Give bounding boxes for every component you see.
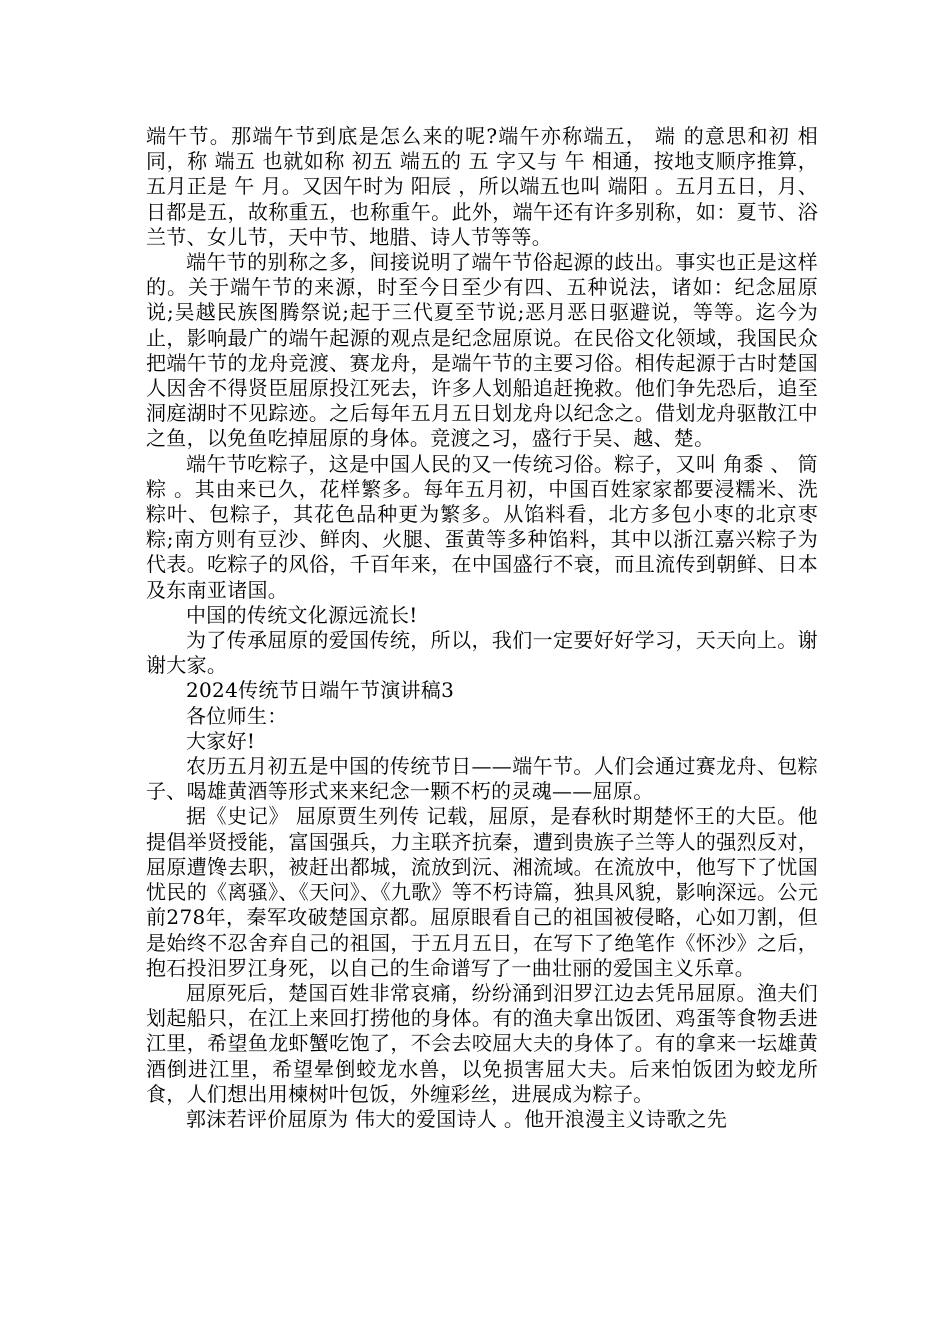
paragraph-after-death: 屈原死后，楚国百姓非常哀痛，纷纷涌到汨罗江边去凭吊屈原。渔夫们划起船只，在江上来回打捞他的身体。有的渔夫拿出饭团、鸡蛋等食物丢进江里，希望鱼龙虾蟹吃饱了，不会去咬屈大夫的身体了。有的拿来一坛雄黄酒倒进江里，希望晕倒蛟龙水兽，以免损害屈大夫。后来怕饭团为蛟龙所食，人们想出用楝树叶包饭，外缠彩丝，进展成为粽子。 [146, 980, 818, 1106]
paragraph-festival-intro: 农历五月初五是中国的传统节日——端午节。人们会通过赛龙舟、包粽子、喝雄黄酒等形式来来纪念一颗不朽的灵魂——屈原。 [146, 754, 818, 804]
salutation: 各位师生： [186, 703, 288, 728]
paragraph-closing-thanks: 为了传承屈原的爱国传统，所以，我们一定要好好学习，天天向上。谢谢大家。 [146, 628, 818, 678]
speech-title: 2024传统节日端午节演讲稿3 [186, 678, 455, 703]
paragraph-origin-theories: 端午节的别称之多，间接说明了端午节俗起源的歧出。事实也正是这样的。关于端午节的来源，时至今日至少有四、五种说法，诸如：纪念屈原说;吴越民族图腾祭说;起于三代夏至节说;恶月恶日驱避说，等等。迄今为止，影响最广的端午起源的观点是纪念屈原说。在民俗文化领域，我国民众把端午节的龙舟竞渡、赛龙舟，是端午节的主要习俗。相传起源于古时楚国人因舍不得贤臣屈原投江死去，许多人划船追赶挽救。他们争先恐后，追至洞庭湖时不见踪迹。之后每年五月五日划龙舟以纪念之。借划龙舟驱散江中之鱼，以免鱼吃掉屈原的身体。竞渡之习，盛行于吴、越、楚。 [146, 250, 818, 451]
document-body [146, 124, 818, 1132]
paragraph-guo-moruo: 郭沫若评价屈原为 伟大的爱国诗人 。他开浪漫主义诗歌之先 [186, 1106, 728, 1131]
paragraph-qu-yuan-history: 据《史记》 屈原贾生列传 记载，屈原，是春秋时期楚怀王的大臣。他提倡举贤授能，富国强兵，力主联齐抗秦，遭到贵族子兰等人的强烈反对，屈原遭馋去职，被赶出都城，流放到沅、湘流域。在流放中，他写下了忧国忧民的《离骚》、《天问》、《九歌》等不朽诗篇，独具风貌，影响深远。公元前278年，秦军攻破楚国京都。屈原眼看自己的祖国被侵略，心如刀割，但是始终不忍舍弃自己的祖国，于五月五日，在写下了绝笔作《怀沙》之后，抱石投汨罗江身死，以自己的生命谱写了一曲壮丽的爱国主义乐章。 [146, 804, 818, 980]
paragraph-dragon-boat-names: 端午节。那端午节到底是怎么来的呢?端午亦称端五， 端 的意思和初 相同，称 端五 也就如称 初五 端五的 五 字又与 午 相通，按地支顺序推算，五月正是 午 月。又因午时为 阳辰 ，所以端五也叫 端阳 。五月五日，月、日都是五，故称重五，也称重午。此外，端午还有许多别称，如：夏节、浴兰节、女儿节，天中节、地腊、诗人节等等。 [146, 124, 818, 249]
greeting: 大家好! [186, 728, 256, 753]
paragraph-zongzi-custom: 端午节吃粽子，这是中国人民的又一传统习俗。粽子，又叫 角黍 、 筒粽 。其由来已久，花样繁多。每年五月初，中国百姓家家都要浸糯米、洗粽叶、包粽子，其花色品种更为繁多。从馅料看，北方多包小枣的北京枣粽;南方则有豆沙、鲜肉、火腿、蛋黄等多种馅料，其中以浙江嘉兴粽子为代表。吃粽子的风俗，千百年来，在中国盛行不衰，而且流传到朝鲜、日本及东南亚诸国。 [146, 451, 818, 602]
paragraph-culture-long: 中国的传统文化源远流长! [186, 602, 418, 627]
